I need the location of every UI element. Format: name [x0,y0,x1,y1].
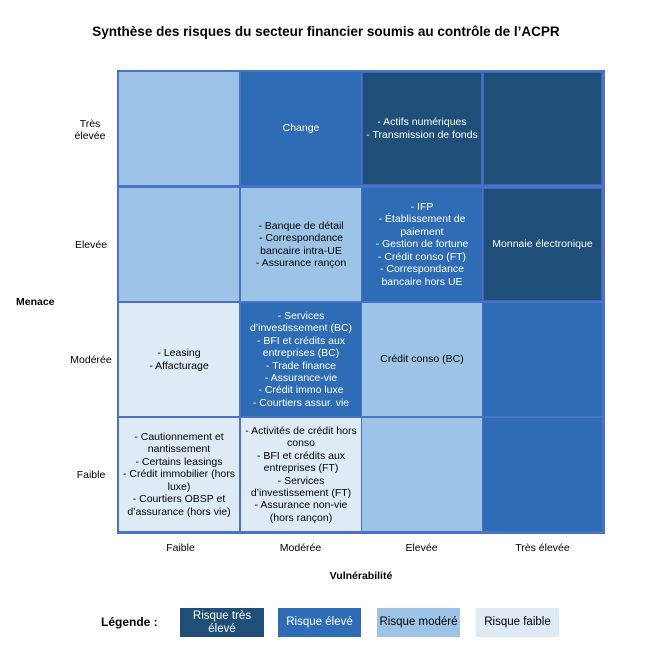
risk-matrix [117,70,605,534]
cell-item: - Certains leasings [135,455,223,468]
legend-entry: Risque faible [476,608,559,637]
chart-title: Synthèse des risques du secteur financier soumis au contrôle de l’ACPR [92,24,560,39]
cell-item: - Correspondance bancaire hors UE [379,263,465,288]
matrix-cell [241,72,361,185]
cell-item: - BFI et crédits aux entreprises (BC) [256,334,346,360]
cell-item: - Assurance rançon [255,256,347,269]
cell-item: - Assurance non-vie (hors rançon) [254,499,348,524]
y-tick-label: Elevée [74,239,108,251]
matrix-cell [119,303,239,416]
cell-item: - Leasing [157,347,201,360]
matrix-cell [241,418,361,531]
legend-entry: Risque élevé [278,608,361,637]
matrix-cell [362,418,482,531]
matrix-cell [119,72,239,185]
cell-item: - Banque de détail [258,219,344,232]
y-tick-label: Modérée [70,354,112,366]
matrix-cell [241,303,361,416]
cell-item: - Actifs numériques [377,116,467,129]
legend-entry: Risque modéré [377,608,460,637]
x-axis-title: Vulnérabilité [329,570,393,582]
cell-item: - Cautionnement et nantissement [134,431,224,456]
cell-item: - Correspondance bancaire intra-UE [258,232,344,257]
matrix-cell [483,418,602,531]
matrix-cell [483,72,602,185]
cell-item: - Services d’investissement (FT) [250,474,352,499]
cell-item: - Courtiers OBSP et d’assurance (hors vie) [127,493,231,518]
cell-item: - Crédit immobilier (hors luxe) [122,468,236,493]
x-tick-label: Très élevée [515,542,570,554]
legend-entry: Risque très élevé [180,608,264,637]
matrix-cell [119,418,239,531]
cell-item: - Affacturage [149,359,209,372]
cell-item: Crédit conso (BC) [380,353,464,366]
cell-item: - Assurance-vie [264,371,338,384]
cell-item: Change [282,122,320,135]
y-tick-label: Faible [76,469,106,481]
matrix-cell [483,188,602,301]
cell-item: - Services d’investissement (BC) [249,309,353,335]
cell-item: Monnaie électronique [492,238,593,251]
x-tick-label: Faible [166,542,195,554]
cell-item: - Crédit immo luxe [258,384,344,397]
y-tick-label: Très élevée [74,117,106,142]
matrix-cell [362,72,482,185]
x-tick-label: Elevée [405,542,438,554]
cell-item: - Trade finance [265,359,337,372]
cell-item: - Transmission de fonds [366,128,478,141]
matrix-cell [362,303,482,416]
matrix-cell [483,303,602,416]
matrix-cell [241,188,361,301]
cell-item: - IFP [410,201,434,214]
x-tick-label: Modérée [279,542,322,554]
cell-item: - Gestion de fortune [375,238,469,251]
cell-item: - Crédit conso (FT) [377,250,467,263]
matrix-cell [362,188,482,301]
matrix-cell [119,188,239,301]
cell-item: - BFI et crédits aux entreprises (FT) [256,449,346,475]
cell-item: - Établissement de paiement [378,213,466,238]
legend-title: Légende : [101,615,158,629]
cell-item: - Courtiers assur. vie [252,396,350,409]
y-axis-title: Menace [16,296,55,308]
cell-item: - Activités de crédit hors conso [245,424,357,450]
